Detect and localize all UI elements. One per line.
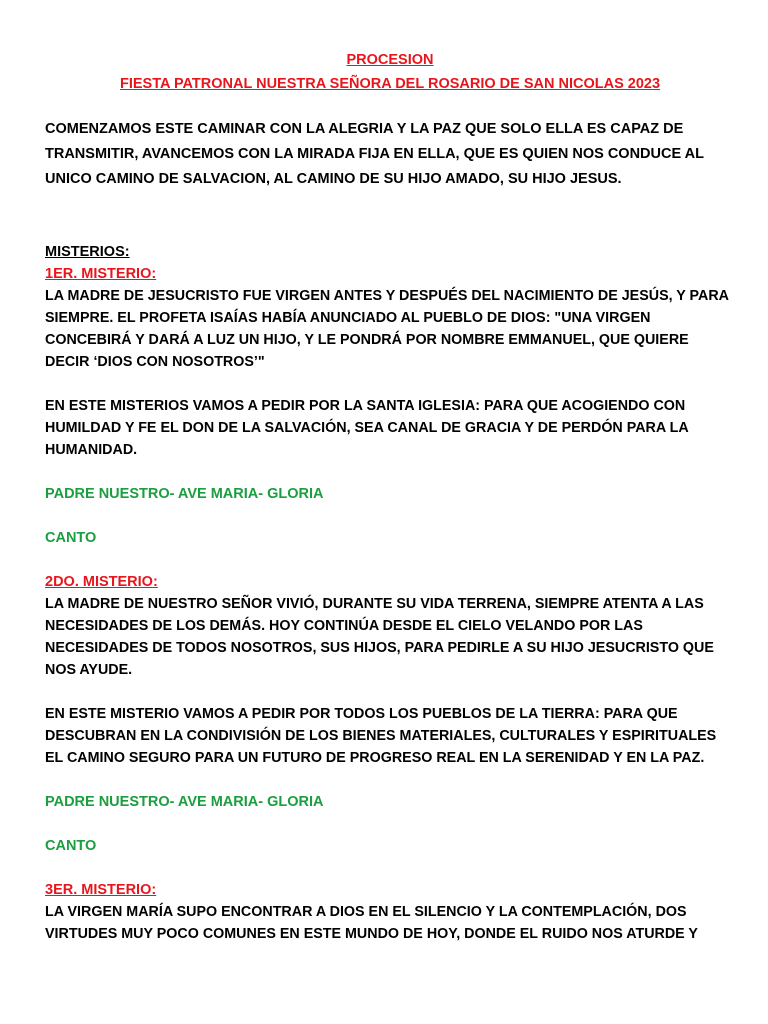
mystery-1-canto: CANTO — [45, 530, 97, 546]
mystery-2-canto: CANTO — [45, 838, 97, 854]
mystery-1-petition: EN ESTE MISTERIOS VAMOS A PEDIR POR LA SANTA IGLESIA: PARA QUE ACOGIENDO CON HUMILDAD Y FE EL DON DE LA SALVACIÓN, SEA CANAL DE GRACIA Y DE PERDÓN PARA LA HUMANIDAD. — [45, 398, 689, 458]
mystery-1-text: LA MADRE DE JESUCRISTO FUE VIRGEN ANTES Y DESPUÉS DEL NACIMIENTO DE JESÚS, Y PARA SIEMPRE. EL PROFETA ISAÍAS HABÍA ANUNCIADO AL PUEBLO DE DIOS: "UNA VIRGEN CONCEBIRÁ Y DARÁ A LUZ UN HIJO, Y LE PONDRÁ POR NOMBRE EMMANUEL, QUE QUIERE DECIR ‘DIOS CON NOSOTROS’" — [45, 288, 729, 370]
document-page — [45, 48, 735, 945]
mystery-2-petition: EN ESTE MISTERIO VAMOS A PEDIR POR TODOS LOS PUEBLOS DE LA TIERRA: PARA QUE DESCUBRAN EN LA CONDIVISIÓN DE LOS BIENES MATERIALES, CULTURALES Y ESPIRITUALES EL CAMINO SEGURO PARA UN FUTURO DE PROGRESO REAL EN LA SERENIDAD Y EN LA PAZ. — [45, 706, 717, 766]
mystery-2-heading: 2DO. MISTERIO: — [45, 574, 158, 590]
mystery-1-prayer: PADRE NUESTRO- AVE MARIA- GLORIA — [45, 486, 324, 502]
mystery-2-text: LA MADRE DE NUESTRO SEÑOR VIVIÓ, DURANTE SU VIDA TERRENA, SIEMPRE ATENTA A LAS NECESIDADES DE LOS DEMÁS. HOY CONTINÚA DESDE EL CIELO VELANDO POR LAS NECESIDADES DE TODOS NOSOTROS, SUS HIJOS, PARA PEDIRLE A SU HIJO JESUCRISTO QUE NOS AYUDE. — [45, 596, 714, 678]
mystery-3-text: LA VIRGEN MARÍA SUPO ENCONTRAR A DIOS EN EL SILENCIO Y LA CONTEMPLACIÓN, DOS VIRTUDES MUY POCO COMUNES EN ESTE MUNDO DE HOY, DONDE EL RUIDO NOS ATURDE Y — [45, 904, 698, 942]
intro-paragraph: COMENZAMOS ESTE CAMINAR CON LA ALEGRIA Y LA PAZ QUE SOLO ELLA ES CAPAZ DE TRANSMITIR, AVANCEMOS CON LA MIRADA FIJA EN ELLA, QUE ES QUIEN NOS CONDUCE AL UNICO CAMINO DE SALVACION, AL CAMINO DE SU HIJO AMADO, SU HIJO JESUS. — [45, 121, 704, 187]
mystery-1-heading: 1ER. MISTERIO: — [45, 266, 157, 282]
misterios-heading: MISTERIOS: — [45, 244, 130, 260]
mystery-2-prayer: PADRE NUESTRO- AVE MARIA- GLORIA — [45, 794, 324, 810]
document-title-fiesta: FIESTA PATRONAL NUESTRA SEÑORA DEL ROSARIO DE SAN NICOLAS 2023 — [119, 76, 661, 92]
document-title-procesion: PROCESION — [346, 52, 434, 68]
mystery-3-heading: 3ER. MISTERIO: — [45, 882, 157, 898]
